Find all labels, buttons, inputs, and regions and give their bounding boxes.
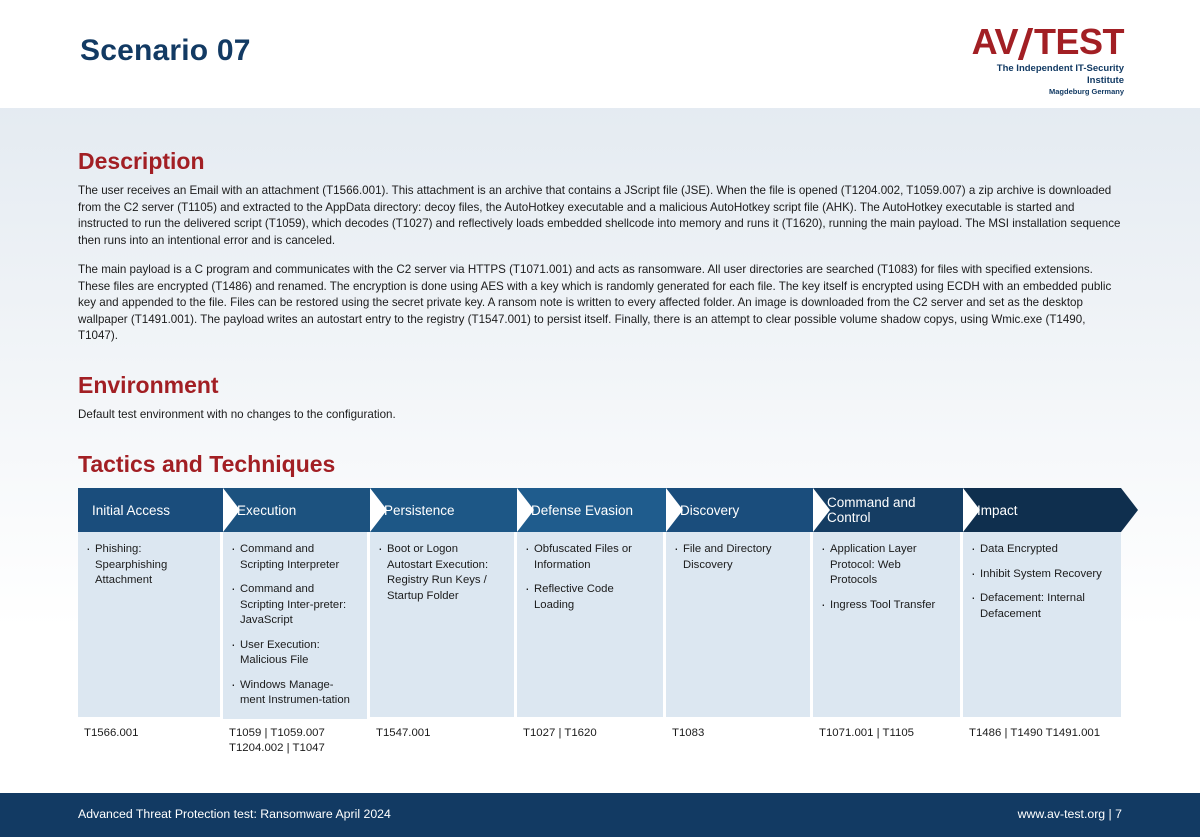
- technique-ids: T1071.001 | T1105: [819, 726, 915, 739]
- tactic-label: Command and Control: [827, 495, 916, 525]
- logo-location: Magdeburg Germany: [1048, 87, 1124, 96]
- technique-list: [963, 532, 1121, 717]
- technique-item: · Defacement: Internal Defacement: [969, 591, 1111, 622]
- tactic-label: Execution: [237, 502, 297, 518]
- matrix-column: [963, 532, 1121, 719]
- chevron-notch-icon: [813, 488, 830, 532]
- technique-item: · Command and Scripting Inter-preter: JavaScript: [229, 582, 357, 629]
- logo-test-text: TEST: [1033, 21, 1124, 62]
- chevron-notch-icon: [963, 488, 980, 532]
- technique-list: [666, 532, 813, 717]
- tactics-heading: Tactics and Techniques: [78, 451, 336, 477]
- page-header: [0, 0, 1200, 108]
- tactic-label: Impact: [977, 502, 1018, 518]
- matrix-tactic-header: [78, 488, 223, 532]
- page-title: Scenario 07: [80, 34, 251, 67]
- matrix-tactic-header: [370, 488, 517, 532]
- tactics-section: [78, 451, 1122, 757]
- chevron-notch-icon: [517, 488, 534, 532]
- technique-item: · Ingress Tool Transfer: [819, 598, 950, 614]
- technique-list: [78, 532, 223, 717]
- technique-ids: T1083: [672, 726, 705, 739]
- technique-item: · File and Directory Discovery: [672, 542, 800, 573]
- matrix-column: [78, 532, 223, 719]
- technique-ids: T1027 | T1620: [523, 726, 597, 739]
- technique-item: · Application Layer Protocol: Web Protocols: [819, 542, 950, 589]
- matrix-tactic-header: [223, 488, 370, 532]
- technique-item: · Data Encrypted: [969, 542, 1111, 558]
- footer-url-page: www.av-test.org | 7: [1017, 807, 1122, 821]
- chevron-notch-icon: [223, 488, 240, 532]
- environment-text: Default test environment with no changes to the configuration.: [78, 408, 396, 421]
- matrix-tactic-header: [963, 488, 1121, 532]
- matrix-column: [666, 532, 813, 719]
- technique-list: [370, 532, 517, 717]
- tactic-label: Initial Access: [92, 502, 171, 518]
- technique-item: · Obfuscated Files or Information: [523, 542, 653, 573]
- technique-list: [813, 532, 963, 717]
- matrix-header-row: [78, 488, 1122, 532]
- matrix-ids-row: [78, 726, 1122, 757]
- technique-list: [517, 532, 666, 717]
- technique-item: · Boot or Logon Autostart Execution: Registry Run Keys / Startup Folder: [376, 542, 504, 604]
- technique-item: · Command and Scripting Interpreter: [229, 542, 357, 573]
- footer-test-name: Advanced Threat Protection test: Ransomware April 2024: [78, 807, 391, 821]
- matrix-tactic-header: [517, 488, 666, 532]
- technique-item: · Reflective Code Loading: [523, 582, 653, 613]
- environment-heading: Environment: [78, 372, 219, 398]
- matrix-column: [813, 532, 963, 719]
- technique-item: · Phishing: Spearphishing Attachment: [84, 542, 210, 589]
- description-heading: Description: [78, 148, 205, 174]
- av-test-logo: [964, 21, 1124, 96]
- technique-item: · User Execution: Malicious File: [229, 638, 357, 669]
- environment-section: [78, 372, 1122, 424]
- description-section: [78, 148, 1122, 345]
- chevron-notch-icon: [666, 488, 683, 532]
- chevron-notch-icon: [370, 488, 387, 532]
- matrix-body-row: [78, 532, 1122, 719]
- tactic-label: Discovery: [680, 502, 740, 518]
- matrix-column: [517, 532, 666, 719]
- description-paragraph-1: The user receives an Email with an attachment (T1566.001). This attachment is an archive that contains a JScript file (JSE). When the file is opened (T1204.002, T1059.007) a zip archive is downloaded from the C2 server (T1105) and extracted to the AppData directory: decoy files, the AutoHotkey executable and a malicious AutoHotkey script file (AHK). The AutoHotkey executable is started and instructed to run the delivered script (T1059), which decodes (T1027) and reflectively loads embedded shellcode into memory and runs it (T1620), running the main payload. The MSI installation sequence then runs into an intentional error and is canceled.: [78, 184, 1121, 247]
- technique-item: · Inhibit System Recovery: [969, 567, 1111, 583]
- matrix-tactic-header: [813, 488, 963, 532]
- logo-slash-icon: [1018, 28, 1034, 58]
- attack-matrix: [78, 488, 1122, 757]
- logo-wordmark: [964, 22, 1124, 62]
- page-content: [0, 108, 1200, 793]
- matrix-column: [223, 532, 370, 719]
- logo-subtitle: The Independent IT-Security Institute: [996, 63, 1124, 86]
- matrix-tactic-header: [666, 488, 813, 532]
- technique-ids: T1059 | T1059.007 T1204.002 | T1047: [229, 726, 325, 754]
- tactic-label: Persistence: [384, 502, 455, 518]
- technique-ids: T1566.001: [84, 726, 139, 739]
- technique-ids: T1486 | T1490 T1491.001: [969, 726, 1101, 739]
- technique-list: [223, 532, 370, 719]
- technique-item: · Windows Manage-ment Instrumen-tation: [229, 678, 357, 709]
- technique-ids: T1547.001: [376, 726, 431, 739]
- logo-av-text: AV: [971, 21, 1018, 62]
- page-footer: [0, 793, 1200, 837]
- chevron-arrow-icon: [1121, 488, 1138, 532]
- matrix-column: [370, 532, 517, 719]
- description-paragraph-2: The main payload is a C program and communicates with the C2 server via HTTPS (T1071.001) and acts as ransomware. All user directories are searched (T1083) for files with specified extensions. These files are encrypted (T1486) and renamed. The encryption is done using AES with a key which is randomly generated for each file. The key itself is encrypted using ECDH with an embedded public key and appended to the file. Files can be restored using the secret private key. A ransom note is written to every affected folder. An image is downloaded from the C2 server and set as the desktop wallpaper (T1491.001). The payload writes an autostart entry to the registry (T1547.001) to persist itself. Finally, there is an attempt to clear possible volume shadow copys, using Wmic.exe (T1490, T1047).: [78, 263, 1112, 342]
- tactic-label: Defense Evasion: [531, 502, 634, 518]
